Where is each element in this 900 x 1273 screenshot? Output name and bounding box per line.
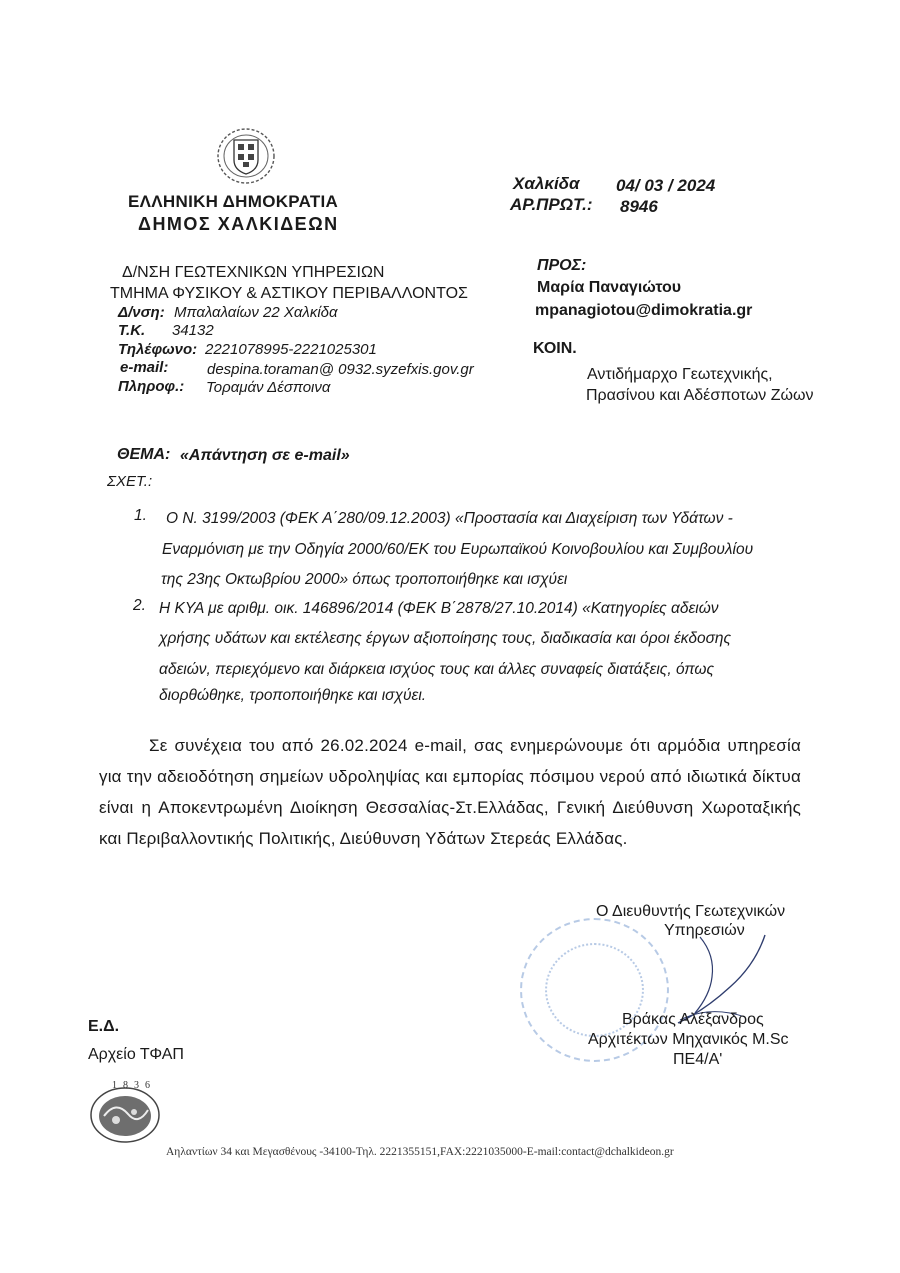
- coat-of-arms-icon: [214, 126, 278, 186]
- info-label: Πληροφ.:: [118, 378, 185, 395]
- document-date: 04/ 03 / 2024: [616, 176, 716, 195]
- email-label: e-mail:: [120, 359, 169, 376]
- signatory-grade: ΠΕ4/Α': [673, 1051, 723, 1068]
- protocol-label: ΑΡ.ΠΡΩΤ.:: [510, 195, 593, 214]
- reference-2-line-1: Η ΚΥΑ με αριθμ. οικ. 146896/2014 (ΦΕΚ Β΄2878/27.10.2014) «Κατηγορίες αδειών: [159, 600, 719, 617]
- distribution-label: Ε.Δ.: [88, 1018, 120, 1035]
- protocol-number: 8946: [620, 197, 658, 216]
- reference-1-line-2: Εναρμόνιση με την Οδηγία 2000/60/ΕΚ του Ευρωπαϊκού Κοινοβουλίου και Συμβουλίου: [162, 541, 754, 558]
- phone-label: Τηλέφωνο:: [118, 341, 198, 358]
- emblem-year: 1836: [112, 1080, 156, 1091]
- signatory-name: Βράκας Αλέξανδρος: [622, 1011, 764, 1028]
- to-label: ΠΡΟΣ:: [537, 257, 587, 274]
- footer-contact: Αηλαντίων 34 και Μεγασθένους -34100-Τηλ. 2221355151,FAX:2221035000-E-mail:contact@dchalkideon.gr: [166, 1146, 674, 1158]
- country-name: ΕΛΛΗΝΙΚΗ ΔΗΜΟΚΡΑΤΙΑ: [128, 192, 339, 211]
- reference-2-number: 2.: [133, 597, 146, 614]
- signature-title-line-2: Υπηρεσιών: [664, 922, 745, 939]
- directorate-name: Δ/ΝΣΗ ΓΕΩΤΕΧΝΙΚΩΝ ΥΠΗΡΕΣΙΩΝ: [122, 264, 385, 281]
- reference-2-line-4: διορθώθηκε, τροποποιήθηκε και ισχύει.: [159, 687, 427, 704]
- cc-line-2: Πρασίνου και Αδέσποτων Ζώων: [586, 387, 814, 404]
- reference-2-line-3: αδειών, περιεχόμενο και διάρκεια ισχύος τους και άλλες συναφείς διατάξεις, όπως: [159, 661, 715, 678]
- subject-text: «Απάντηση σε e-mail»: [180, 447, 350, 464]
- place-name: Χαλκίδα: [513, 174, 580, 193]
- references-label: ΣΧΕΤ.:: [107, 473, 153, 490]
- body-paragraph: Σε συνέχεια του από 26.02.2024 e-mail, σας ενημερώνουμε ότι αρμόδια υπηρεσία για την αδειοδότηση σημείων υδροληψίας και εμπορίας πόσιμου νερού από ιδιωτικά δίκτυα είναι η Αποκεντρωμένη Διοίκηση Θεσσαλίας-Στ.Ελλάδας, Γενική Διεύθυνση Χωροταξικής και Περιβαλλοντικής Πολιτικής, Διεύθυνση Υδάτων Στερεάς Ελλάδας.: [99, 736, 801, 848]
- reference-1-line-1: Ο Ν. 3199/2003 (ΦΕΚ Α΄280/09.12.2003) «Προστασία και Διαχείριση των Υδάτων -: [166, 510, 733, 527]
- signatory-role: Αρχιτέκτων Μηχανικός M.Sc: [588, 1031, 789, 1048]
- email-value: despina.toraman@ 0932.syzefxis.gov.gr: [207, 361, 474, 378]
- reference-2-line-2: χρήσης υδάτων και εκτέλεσης έργων αξιοποίησης τους, διαδικασία και όροι έκδοσης: [159, 630, 732, 647]
- subject-label: ΘΕΜΑ:: [117, 446, 171, 463]
- info-value: Τοραμάν Δέσποινα: [206, 379, 331, 396]
- signature-title-line-1: Ο Διευθυντής Γεωτεχνικών: [596, 903, 786, 920]
- phone-value: 2221078995-2221025301: [205, 341, 377, 358]
- municipality-name: ΔΗΜΟΣ ΧΑΛΚΙΔΕΩΝ: [138, 214, 339, 234]
- postcode-value: 34132: [172, 322, 214, 339]
- reference-1-line-3: της 23ης Οκτωβρίου 2000» όπως τροποποιήθηκε και ισχύει: [161, 571, 568, 588]
- reference-1-number: 1.: [134, 507, 147, 524]
- address-label: Δ/νση:: [118, 304, 165, 321]
- cc-line-1: Αντιδήμαρχο Γεωτεχνικής,: [587, 366, 773, 383]
- address-value: Μπαλαλαίων 22 Χαλκίδα: [174, 304, 338, 321]
- recipient-email: mpanagiotou@dimokratia.gr: [535, 302, 753, 319]
- cc-label: ΚΟΙΝ.: [533, 340, 577, 357]
- recipient-name: Μαρία Παναγιώτου: [537, 279, 682, 296]
- postcode-label: Τ.Κ.: [118, 322, 146, 339]
- distribution-item: Αρχείο ΤΦΑΠ: [88, 1046, 184, 1063]
- department-name: ΤΜΗΜΑ ΦΥΣΙΚΟΥ & ΑΣΤΙΚΟΥ ΠΕΡΙΒΑΛΛΟΝΤΟΣ: [110, 285, 468, 302]
